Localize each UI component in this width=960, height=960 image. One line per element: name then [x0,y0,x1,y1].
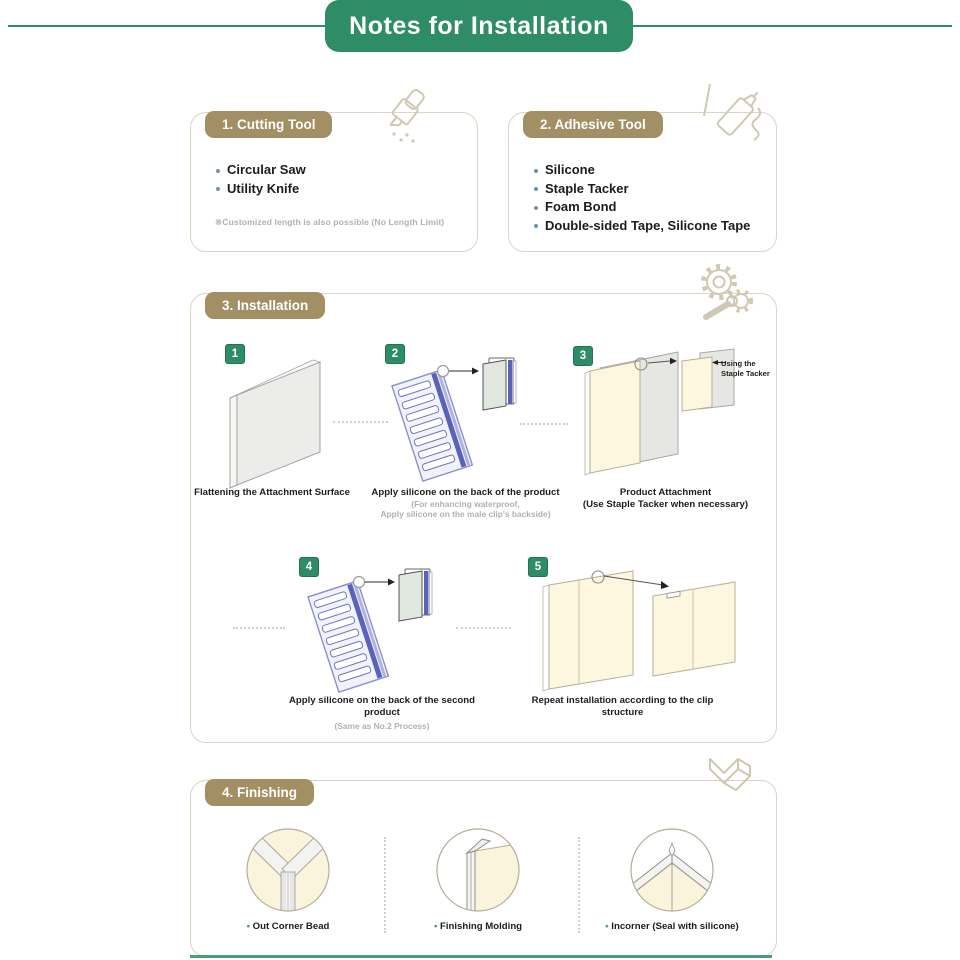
staple-tacker-annotation [721,359,775,378]
caption-subtext: Apply silicone on the male clip's backside) [380,509,551,519]
finishing-molding-illustration [433,825,523,915]
step4-caption [277,695,487,732]
list-item: Circular Saw [215,161,306,180]
step5-caption [510,695,735,718]
step4-silicone-illustration [288,563,440,697]
list-item: Staple Tacker [533,180,750,199]
caption-text: Repeat installation according to the clip structure [531,695,714,718]
cutting-tool-list [215,161,306,198]
step1-panel-illustration [225,352,335,492]
corner-molding-icon [700,755,758,809]
step2-caption [368,487,563,520]
step-number: 2 [391,348,399,360]
step-number: 1 [231,348,239,360]
annotation-line: Staple Tacker [721,368,770,378]
caption-text: Apply silicone on the back of the product [371,487,560,498]
page-title: Notes for Installation [349,11,609,40]
cutting-note: ※Customized length is also possible (No Length Limit) [215,217,445,227]
out-corner-bead-illustration [243,825,333,915]
silicone-tube-icon [698,82,770,152]
finishing-caption: • Out Corner Bead [198,921,378,932]
header-rule-right [633,25,952,27]
page-title-badge [325,0,633,52]
header-rule-left [8,25,325,27]
installation-label: 3. Installation [205,292,325,319]
step-number: 5 [534,561,542,573]
list-item: Foam Bond [533,198,750,217]
caption-text: (Use Staple Tacker when necessary) [582,498,749,510]
caption-text: Apply silicone on the back of the second product [288,695,476,718]
adhesive-tool-list [533,161,750,235]
finishing-caption: • Finishing Molding [388,921,568,932]
step3-caption [568,487,763,510]
list-item: Silicone [533,161,750,180]
gear-wrench-icon [692,262,758,326]
caption-text: Product Attachment [619,487,712,498]
incorner-illustration [627,825,717,915]
bottom-accent-line [190,955,772,958]
step-number: 4 [305,561,313,573]
caption-subtext: (For enhancing waterproof, [411,498,520,509]
step2-silicone-illustration [372,352,524,486]
cutting-tool-label: 1. Cutting Tool [205,111,332,138]
step1-caption [182,487,362,499]
list-item: Double-sided Tape, Silicone Tape [533,217,750,236]
dotted-separator [456,627,511,629]
dotted-separator [233,627,285,629]
dotted-separator [520,423,568,425]
dotted-separator [578,837,580,933]
dotted-separator [384,837,386,933]
caption-subtext: (Same as No.2 Process) [334,721,430,731]
caption-text: Flattening the Attachment Surface [194,487,350,498]
utility-knife-icon [378,88,440,146]
annotation-line: Using the [721,359,756,368]
adhesive-tool-label: 2. Adhesive Tool [523,111,663,138]
finishing-label: 4. Finishing [205,779,314,806]
list-item: Utility Knife [215,180,306,199]
step5-repeat-illustration [535,562,763,694]
step-number: 3 [579,350,587,362]
finishing-caption: • Incorner (Seal with silicone) [582,921,762,932]
